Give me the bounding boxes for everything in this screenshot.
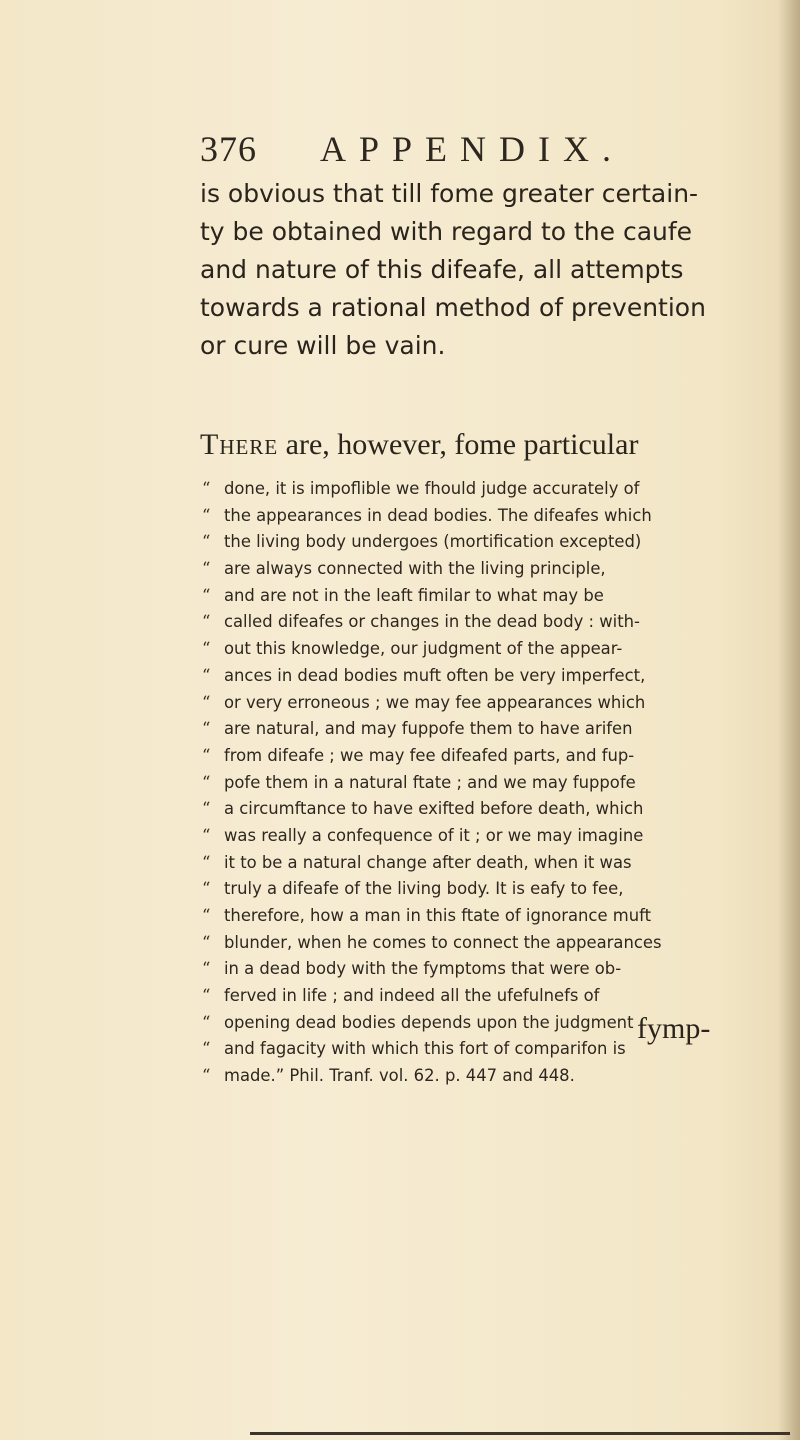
quote-line-text: therefore, how a man in this ftate of ignorance muft <box>224 906 652 925</box>
quote-mark: “ <box>202 479 211 498</box>
quote-line-text: pofe them in a natural ftate ; and we may fuppofe <box>224 772 636 792</box>
quote-line <box>200 503 760 530</box>
quote-line <box>200 636 760 663</box>
quote-mark: “ <box>202 719 211 739</box>
quote-mark: “ <box>202 1039 211 1059</box>
quote-line <box>200 850 760 877</box>
quote-mark: “ <box>202 772 211 792</box>
quote-mark: “ <box>202 585 211 605</box>
text-line: or cure will be vain. <box>200 331 446 360</box>
quote-mark: “ <box>202 932 211 952</box>
quote-mark: “ <box>202 852 211 872</box>
quote-line <box>200 476 760 503</box>
quote-mark: “ <box>202 532 211 552</box>
quote-mark: “ <box>202 1012 211 1032</box>
text-line: is obvious that till fome greater certain- <box>200 179 699 208</box>
quote-line <box>200 716 760 743</box>
quote-line <box>200 823 760 850</box>
text-line: and nature of this difeafe, all attempts <box>200 255 684 284</box>
quote-line-text: are always connected with the living principle, <box>224 559 606 579</box>
quoted-passage <box>200 476 760 1090</box>
quote-line-text: done, it is impoflible we fhould judge accurately of <box>224 479 640 498</box>
quote-line <box>200 743 760 770</box>
quote-mark: “ <box>202 959 211 979</box>
paragraph-continuation <box>200 175 760 365</box>
quote-line-text: was really a confequence of it ; or we may imagine <box>224 825 644 845</box>
quote-mark: “ <box>202 986 211 1006</box>
page-number: 376 <box>200 129 257 169</box>
text-line: ty be obtained with regard to the caufe <box>200 217 693 246</box>
quote-line-text: in a dead body with the fymptoms that were ob- <box>224 959 622 979</box>
quote-line <box>200 796 760 823</box>
quote-line-text: the living body undergoes (mortification excepted) <box>224 532 642 552</box>
quote-line <box>200 876 760 903</box>
quote-line <box>200 690 760 717</box>
quote-line-text: truly a difeafe of the living body. It is eafy to fee, <box>224 879 624 899</box>
bottom-rule <box>250 1432 790 1435</box>
quote-line <box>200 529 760 556</box>
catchword: fymp- <box>637 1012 711 1045</box>
quote-line <box>200 609 760 636</box>
quote-line-text: are natural, and may fuppofe them to have arifen <box>224 719 633 739</box>
quote-line <box>200 583 760 610</box>
quote-line-text: a circumftance to have exifted before death, which <box>224 799 644 819</box>
quote-line-text: made.” Phil. Tranf. vol. 62. p. 447 and 448. <box>224 1066 575 1086</box>
quote-line-text: or very erroneous ; we may fee appearances which <box>224 692 646 712</box>
quote-line-text: called difeafes or changes in the dead body : with- <box>224 612 640 632</box>
quote-line-text: and fagacity with which this fort of comparifon is <box>224 1039 626 1059</box>
quote-mark: “ <box>202 1066 211 1086</box>
quote-line-text: and are not in the leaft fimilar to what may be <box>224 585 604 605</box>
quote-line <box>200 956 760 983</box>
quote-line-text: ferved in life ; and indeed all the ufefulnefs of <box>224 986 600 1006</box>
quote-line-text: blunder, when he comes to connect the appearances <box>224 932 662 952</box>
quote-line <box>200 663 760 690</box>
running-head-title: APPENDIX. <box>320 129 625 169</box>
quote-mark: “ <box>202 799 211 819</box>
text-line: towards a rational method of prevention <box>200 293 706 322</box>
quote-line-text: the appearances in dead bodies. The difeafes which <box>224 505 652 525</box>
quote-mark: “ <box>202 639 211 659</box>
quote-mark: “ <box>202 505 211 525</box>
quote-line <box>200 903 760 930</box>
quote-line-text: ances in dead bodies muft often be very imperfect, <box>224 665 646 685</box>
quote-mark: “ <box>202 825 211 845</box>
paragraph-lead-word: There <box>200 428 279 461</box>
quote-mark: “ <box>202 612 211 632</box>
quote-line <box>200 983 760 1010</box>
quote-mark: “ <box>202 665 211 685</box>
quote-line <box>200 930 760 957</box>
quote-line-text: from difeafe ; we may fee difeafed parts, and fup- <box>224 745 635 765</box>
quote-line-text: out this knowledge, our judgment of the appear- <box>224 639 623 659</box>
quote-mark: “ <box>202 906 211 925</box>
page-edge-shadow <box>778 0 800 1440</box>
quote-line <box>200 1063 760 1090</box>
quote-mark: “ <box>202 879 211 899</box>
quote-mark: “ <box>202 692 211 712</box>
quote-line-text: it to be a natural change after death, when it was <box>224 852 632 872</box>
running-head <box>200 128 700 168</box>
quote-mark: “ <box>202 745 211 765</box>
paragraph-opening-text: are, however, fome particular <box>278 428 639 461</box>
quote-mark: “ <box>202 559 211 579</box>
quote-line <box>200 770 760 797</box>
paragraph-opening <box>200 425 760 465</box>
quote-line <box>200 556 760 583</box>
quote-line-text: opening dead bodies depends upon the judgment <box>224 1012 634 1032</box>
